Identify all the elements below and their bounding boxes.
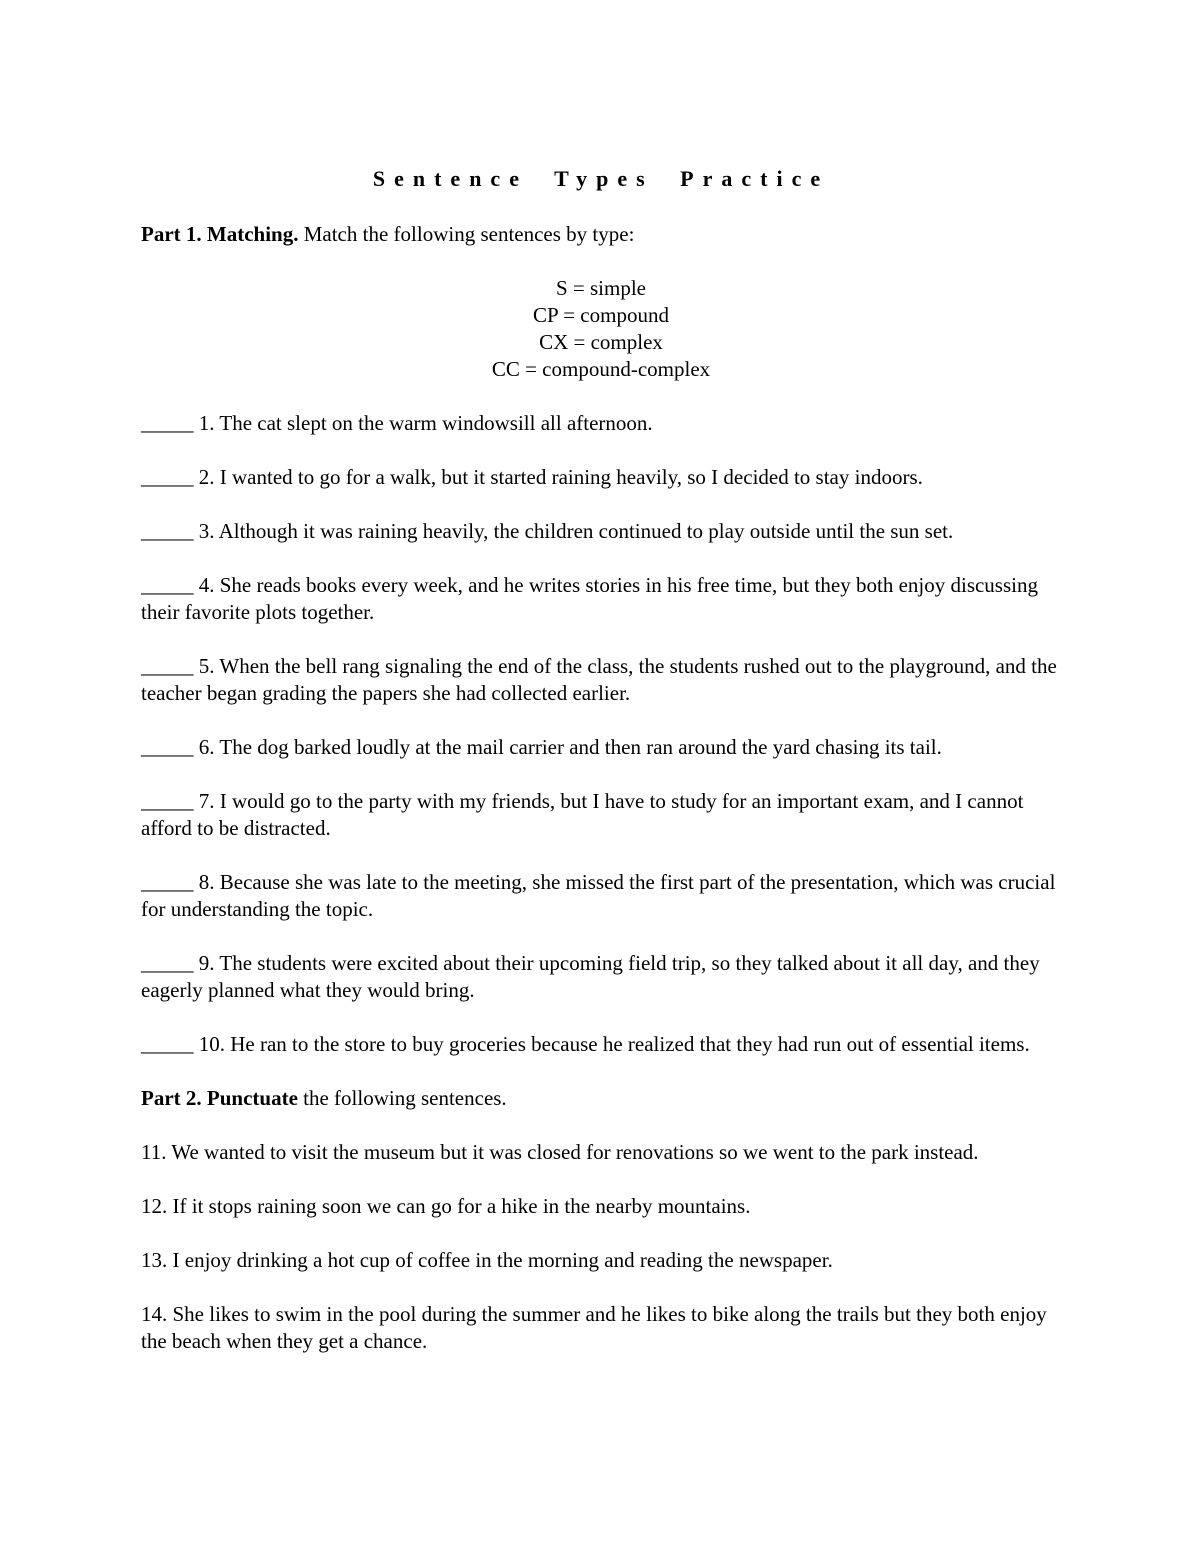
worksheet-title: Sentence Types Practice bbox=[372, 166, 830, 191]
answer-blank: _____ bbox=[141, 735, 194, 759]
matching-item-text: 4. She reads books every week, and he writes stories in his free time, but they both enjoy discussing their favorite plots together. bbox=[141, 573, 1038, 624]
legend-complex: CX = complex bbox=[539, 330, 663, 354]
matching-item-text: 7. I would go to the party with my friends, but I have to study for an important exam, and I cannot afford to be distracted. bbox=[141, 789, 1024, 840]
legend-simple: S = simple bbox=[555, 276, 647, 300]
matching-item-2 bbox=[141, 464, 1061, 491]
matching-item-4 bbox=[141, 572, 1061, 626]
answer-blank: _____ bbox=[141, 789, 194, 813]
punctuate-item-11: 11. We wanted to visit the museum but it was closed for renovations so we went to the park instead. bbox=[141, 1140, 979, 1164]
part1-instructions bbox=[141, 221, 1061, 248]
part2-heading-word: Punctuate bbox=[206, 1086, 298, 1110]
matching-item-10 bbox=[141, 1031, 1061, 1058]
matching-item-text: 5. When the bell rang signaling the end of the class, the students rushed out to the playground, and the teacher began grading the papers she had collected earlier. bbox=[141, 654, 1057, 705]
matching-item-text: 9. The students were excited about their upcoming field trip, so they talked about it all day, and they eagerly planned what they would bring. bbox=[141, 951, 1040, 1002]
part2-heading bbox=[141, 1086, 298, 1110]
matching-item-3 bbox=[141, 518, 1061, 545]
part1-instruction-text: Match the following sentences by type: bbox=[298, 222, 635, 246]
matching-item-9 bbox=[141, 950, 1061, 1004]
worksheet-page bbox=[141, 164, 1061, 1382]
sentence-type-legend bbox=[141, 275, 1061, 383]
answer-blank: _____ bbox=[141, 654, 194, 678]
answer-blank: _____ bbox=[141, 870, 194, 894]
answer-blank: _____ bbox=[141, 465, 194, 489]
part2-instructions bbox=[141, 1085, 1061, 1112]
part1-heading: Part 1. Matching. bbox=[141, 222, 299, 246]
matching-item-text: 2. I wanted to go for a walk, but it started raining heavily, so I decided to stay indoors. bbox=[198, 465, 923, 489]
punctuate-item-13: 13. I enjoy drinking a hot cup of coffee in the morning and reading the newspaper. bbox=[141, 1248, 833, 1272]
punctuate-item-14: 14. She likes to swim in the pool during the summer and he likes to bike along the trails but they both enjoy the beach when they get a chance. bbox=[141, 1302, 1047, 1353]
answer-blank: _____ bbox=[141, 573, 194, 597]
part2-heading-label: Part 2. bbox=[141, 1086, 202, 1110]
matching-item-1 bbox=[141, 410, 1061, 437]
punctuate-item-12: 12. If it stops raining soon we can go for a hike in the nearby mountains. bbox=[141, 1194, 751, 1218]
matching-item-text: 1. The cat slept on the warm windowsill all afternoon. bbox=[198, 411, 653, 435]
matching-item-8 bbox=[141, 869, 1061, 923]
legend-compound: CP = compound bbox=[533, 303, 669, 327]
matching-item-text: 3. Although it was raining heavily, the children continued to play outside until the sun set. bbox=[198, 519, 954, 543]
matching-item-7 bbox=[141, 788, 1061, 842]
answer-blank: _____ bbox=[141, 1032, 194, 1056]
matching-item-text: 10. He ran to the store to buy groceries because he realized that they had run out of essential items. bbox=[198, 1032, 1030, 1056]
answer-blank: _____ bbox=[141, 951, 194, 975]
matching-item-6 bbox=[141, 734, 1061, 761]
part2-instruction-text: the following sentences. bbox=[297, 1086, 507, 1110]
matching-item-text: 8. Because she was late to the meeting, she missed the first part of the presentation, which was crucial for understanding the topic. bbox=[141, 870, 1056, 921]
matching-item-5 bbox=[141, 653, 1061, 707]
answer-blank: _____ bbox=[141, 411, 194, 435]
matching-item-text: 6. The dog barked loudly at the mail carrier and then ran around the yard chasing its tail. bbox=[198, 735, 942, 759]
legend-compound-complex: CC = compound-complex bbox=[491, 357, 711, 381]
answer-blank: _____ bbox=[141, 519, 194, 543]
